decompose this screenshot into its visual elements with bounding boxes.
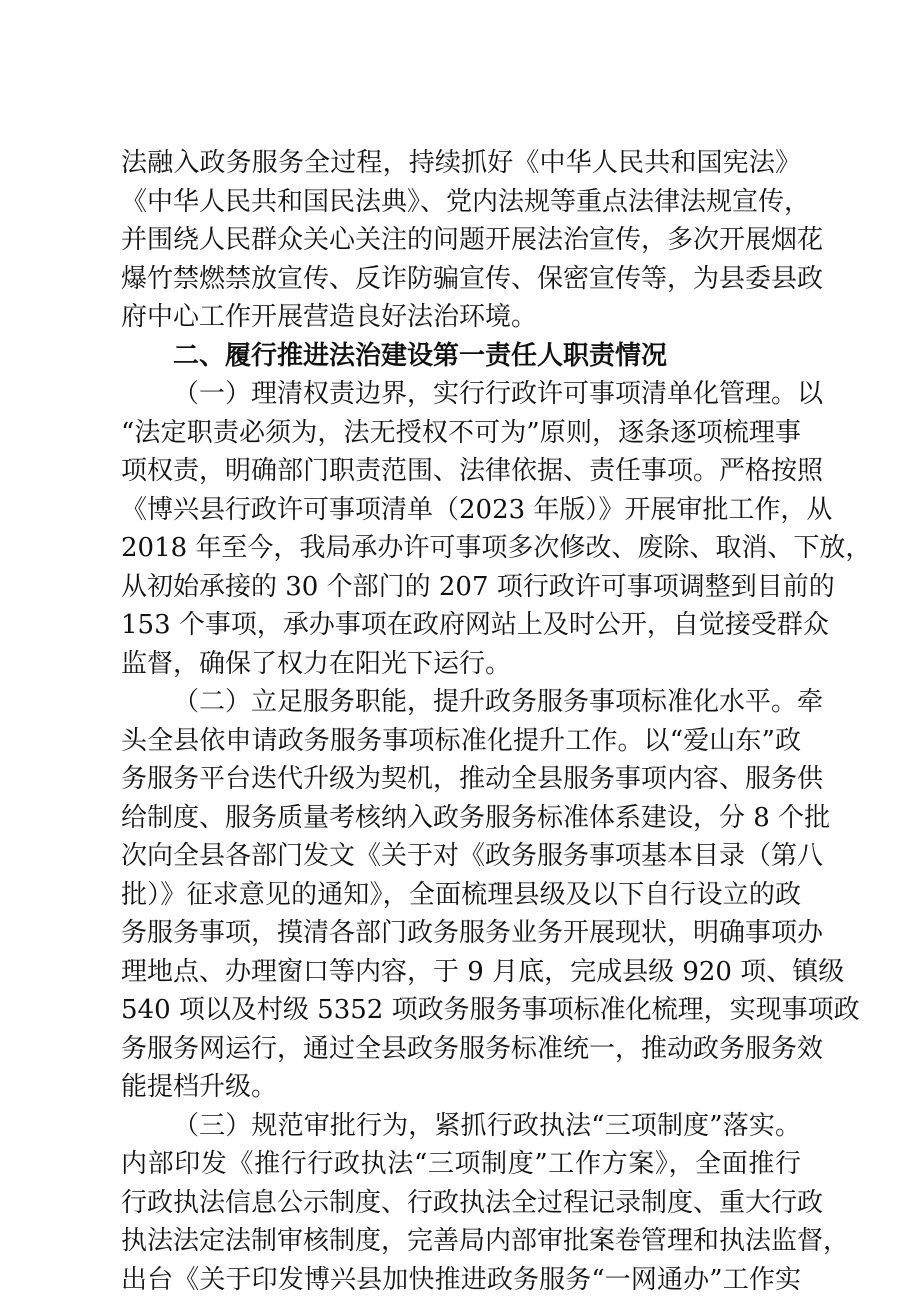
text-line: 540 项以及村级 5352 项政务服务事项标准化梳理，实现事项政 (121, 991, 801, 1030)
text-line: 批）》征求意见的通知》，全面梳理县级及以下自行设立的政 (121, 876, 801, 915)
text-line: 务服务事项，摸清各部门政务服务业务开展现状，明确事项办 (121, 914, 801, 953)
text-line: （三）规范审批行为，紧抓行政执法“三项制度”落实。 (121, 1107, 801, 1146)
text-line: 务服务平台迭代升级为契机，推动全县服务事项内容、服务供 (121, 760, 801, 799)
paragraph-1 (121, 375, 801, 683)
text-line: 理地点、办理窗口等内容，于 9 月底，完成县级 920 项、镇级 (121, 953, 801, 992)
text-line: 执法法定法制审核制度，完善局内部审批案卷管理和执法监督， (121, 1222, 801, 1261)
text-line: 次向全县各部门发文《关于对《政务服务事项基本目录（第八 (121, 837, 801, 876)
text-line: 府中心工作开展营造良好法治环境。 (121, 298, 801, 337)
text-line: （二）立足服务职能，提升政务服务事项标准化水平。牵 (121, 683, 801, 722)
text-line: 内部印发《推行行政执法“三项制度”工作方案》，全面推行 (121, 1145, 801, 1184)
text-line: 务服务网运行，通过全县政务服务标准统一，推动政务服务效 (121, 1030, 801, 1069)
text-line: （一）理清权责边界，实行行政许可事项清单化管理。以 (121, 375, 801, 414)
text-line: 监督，确保了权力在阳光下运行。 (121, 645, 801, 684)
text-line: 爆竹禁燃禁放宣传、反诈防骗宣传、保密宣传等，为县委县政 (121, 260, 801, 299)
text-line: 项权责，明确部门职责范围、法律依据、责任事项。严格按照 (121, 452, 801, 491)
paragraph-intro (121, 144, 801, 337)
text-line: 《博兴县行政许可事项清单（2023 年版）》开展审批工作，从 (121, 491, 801, 530)
text-line: 并围绕人民群众关心关注的问题开展法治宣传，多次开展烟花 (121, 221, 801, 260)
text-line: “法定职责必须为，法无授权不可为”原则，逐条逐项梳理事 (121, 414, 801, 453)
section-heading: 二、履行推进法治建设第一责任人职责情况 (121, 337, 801, 376)
text-line: 给制度、服务质量考核纳入政务服务标准体系建设，分 8 个批 (121, 799, 801, 838)
text-line: 《中华人民共和国民法典》、党内法规等重点法律法规宣传， (121, 183, 801, 222)
text-line: 2018 年至今，我局承办许可事项多次修改、废除、取消、下放， (121, 529, 801, 568)
text-line: 出台《关于印发博兴县加快推进政务服务“一网通办”工作实 (121, 1261, 801, 1299)
text-line: 153 个事项，承办事项在政府网站上及时公开，自觉接受群众 (121, 606, 801, 645)
text-line: 法融入政务服务全过程，持续抓好《中华人民共和国宪法》 (121, 144, 801, 183)
document-body (121, 144, 801, 1299)
text-line: 能提档升级。 (121, 1068, 801, 1107)
paragraph-3 (121, 1107, 801, 1299)
text-line: 头全县依申请政务服务事项标准化提升工作。以“爱山东”政 (121, 722, 801, 761)
text-line: 从初始承接的 30 个部门的 207 项行政许可事项调整到目前的 (121, 568, 801, 607)
paragraph-2 (121, 683, 801, 1107)
text-line: 行政执法信息公示制度、行政执法全过程记录制度、重大行政 (121, 1184, 801, 1223)
